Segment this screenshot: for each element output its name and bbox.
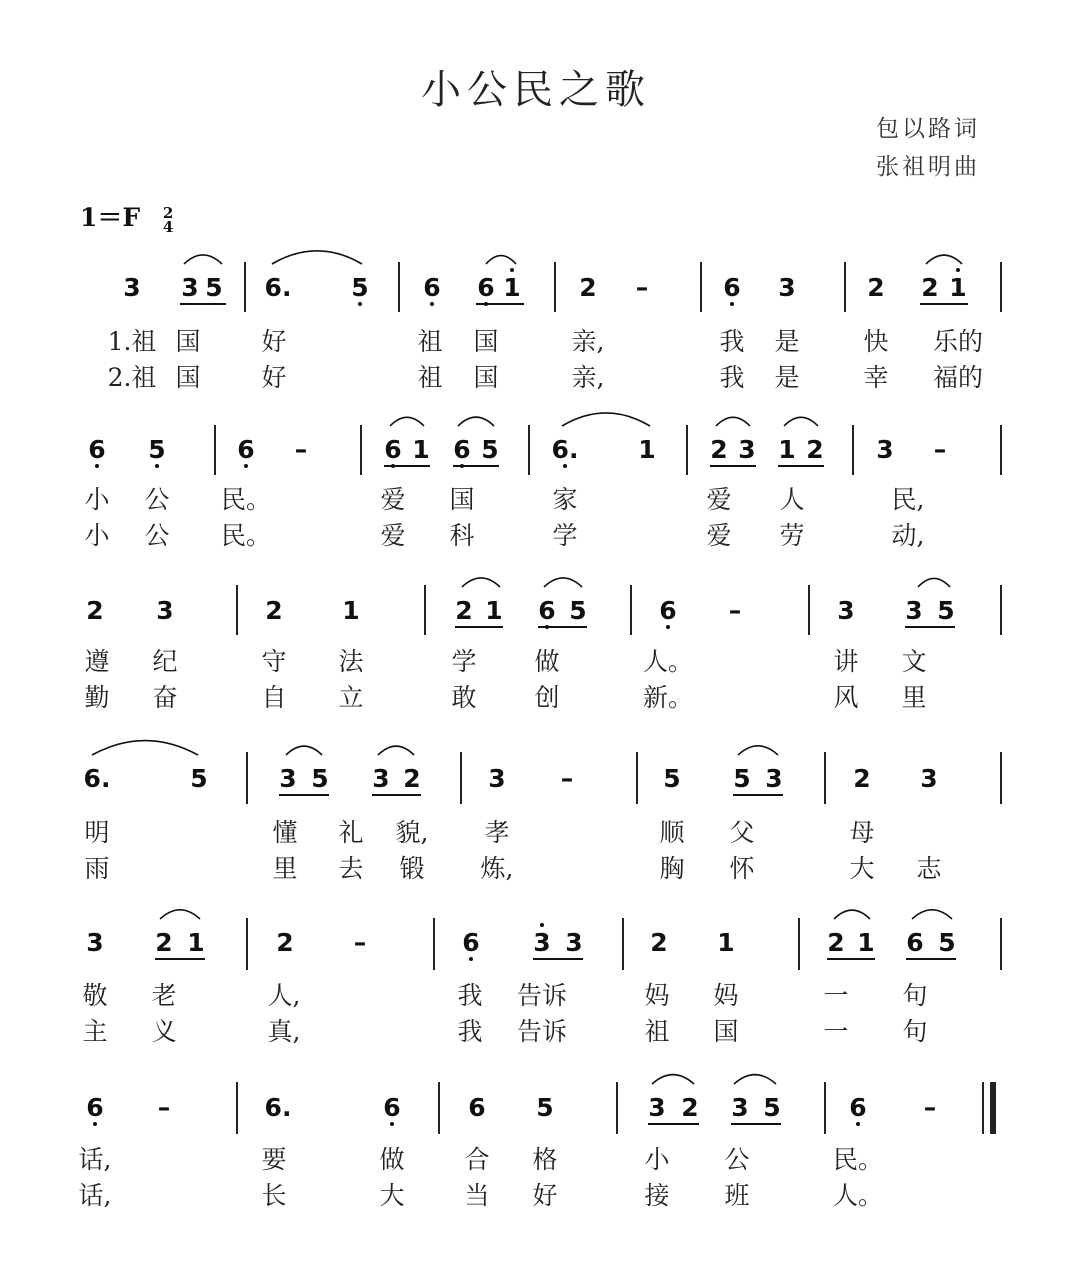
lyric-verse-1: 民, <box>891 485 925 514</box>
jianpu-note: – <box>353 928 367 957</box>
lyric-verse-2: 义 <box>151 1017 177 1046</box>
jianpu-note: 2 <box>827 928 845 957</box>
lyric-verse-2: 立 <box>338 683 364 712</box>
lyric-verse-2: 里 <box>901 683 927 712</box>
lyric-verse-2: 话, <box>78 1181 112 1210</box>
jianpu-note: 3 <box>876 435 894 464</box>
jianpu-note: 2 <box>155 928 173 957</box>
high-octave-dot <box>510 268 514 272</box>
key-signature <box>80 198 173 234</box>
lyric-verse-1: 人, <box>267 981 301 1010</box>
jianpu-note: 2 <box>265 596 283 625</box>
lyric-verse-1: 学 <box>451 647 477 676</box>
jianpu-note: 3 <box>765 764 783 793</box>
slur-arc <box>92 741 198 755</box>
lyric-verse-2: 2.祖 <box>107 363 157 392</box>
jianpu-note: 5 <box>938 928 956 957</box>
low-octave-dot <box>469 957 473 961</box>
jianpu-note: 2 <box>403 764 421 793</box>
slur-arc <box>286 746 322 755</box>
jianpu-note: – <box>157 1093 171 1122</box>
lyric-verse-1: 做 <box>379 1145 405 1174</box>
lyric-verse-2: 公 <box>144 521 170 550</box>
low-octave-dot <box>358 302 362 306</box>
jianpu-note: 6 <box>849 1093 867 1122</box>
lyric-verse-2: 炼, <box>480 854 514 883</box>
jianpu-note: 6 <box>88 435 106 464</box>
lyric-verse-1: 爱 <box>706 485 732 514</box>
barline <box>360 425 362 475</box>
low-octave-dot <box>93 1122 97 1126</box>
lyric-verse-1: 礼 <box>338 818 364 847</box>
barline <box>700 262 702 312</box>
low-octave-dot <box>545 625 549 629</box>
lyric-verse-2: 一 <box>823 1017 849 1046</box>
barline <box>808 585 810 635</box>
lyric-verse-1: 妈 <box>713 981 739 1010</box>
low-octave-dot <box>95 464 99 468</box>
lyric-verse-2: 怀 <box>729 854 755 883</box>
slur-arc <box>486 256 516 264</box>
jianpu-note: 3 <box>920 764 938 793</box>
lyric-verse-1: 孝 <box>484 818 510 847</box>
lyric-verse-1: 格 <box>532 1145 558 1174</box>
lyric-verse-1: 小 <box>644 1145 670 1174</box>
jianpu-note: 5 <box>205 273 223 302</box>
barline <box>1000 425 1002 475</box>
slur-arc <box>716 417 750 426</box>
low-octave-dot <box>391 464 395 468</box>
lyric-verse-2: 真, <box>267 1017 301 1046</box>
jianpu-note: 2 <box>867 273 885 302</box>
jianpu-note: 3 <box>648 1093 666 1122</box>
composer-credit: 张祖明曲 <box>876 154 980 180</box>
slur-arc <box>184 255 222 264</box>
barline <box>824 1082 826 1134</box>
lyric-verse-2: 当 <box>464 1181 490 1210</box>
jianpu-note: 3 <box>123 273 141 302</box>
lyric-verse-2: 祖 <box>644 1017 670 1046</box>
lyric-verse-1: 快 <box>863 327 889 356</box>
time-signature <box>162 203 174 236</box>
lyric-verse-1: 我 <box>719 327 745 356</box>
lyric-verse-2: 亲, <box>571 363 605 392</box>
jianpu-note: 1 <box>949 273 967 302</box>
lyric-verse-1: 纪 <box>152 647 178 676</box>
lyric-verse-1: 亲, <box>571 327 605 356</box>
low-octave-dot <box>666 625 670 629</box>
lyric-verse-2: 去 <box>338 854 364 883</box>
jianpu-note: 1 <box>485 596 503 625</box>
jianpu-note: 6 <box>383 1093 401 1122</box>
jianpu-note: 3 <box>565 928 583 957</box>
barline <box>460 752 462 804</box>
lyric-verse-2: 国 <box>713 1017 739 1046</box>
barline <box>798 918 800 970</box>
lyric-verse-2: 志 <box>916 854 942 883</box>
jianpu-note: 1 <box>187 928 205 957</box>
slur-arc <box>918 578 950 587</box>
low-octave-dot <box>460 464 464 468</box>
jianpu-note: 6 <box>86 1093 104 1122</box>
jianpu-note: 1 <box>638 435 656 464</box>
slur-arc <box>458 417 494 426</box>
lyric-verse-1: 民。 <box>832 1145 884 1174</box>
slur-arc <box>378 746 414 755</box>
slur-arc <box>272 251 362 264</box>
lyric-verse-2: 告诉 <box>516 1017 568 1046</box>
jianpu-note: 1 <box>503 273 521 302</box>
lyric-verse-2: 好 <box>261 363 287 392</box>
key-label: 1＝F <box>80 203 141 232</box>
lyric-verse-2: 我 <box>457 1017 483 1046</box>
lyric-verse-1: 民。 <box>220 485 272 514</box>
low-octave-dot <box>244 464 248 468</box>
slur-arc <box>544 578 582 587</box>
lyric-verse-2: 学 <box>552 521 578 550</box>
lyric-verse-1: 公 <box>724 1145 750 1174</box>
low-octave-dot <box>563 464 567 468</box>
slur-arc <box>390 417 424 426</box>
final-barline-thick <box>990 1082 996 1134</box>
low-octave-dot <box>390 1122 394 1126</box>
song-title: 小公民之歌 <box>421 67 651 113</box>
lyric-verse-2: 锻 <box>399 854 425 883</box>
lyric-verse-1: 爱 <box>380 485 406 514</box>
jianpu-note: 2 <box>681 1093 699 1122</box>
barline <box>528 425 530 475</box>
lyric-verse-2: 国 <box>175 363 201 392</box>
lyric-verse-1: 祖 <box>417 327 443 356</box>
lyric-verse-2: 国 <box>473 363 499 392</box>
jianpu-note: 3 <box>372 764 390 793</box>
jianpu-note: 6 <box>723 273 741 302</box>
lyric-verse-2: 接 <box>644 1181 670 1210</box>
lyric-verse-1: 敬 <box>82 981 108 1010</box>
lyric-verse-1: 讲 <box>833 647 859 676</box>
time-sig-numerator: 2 <box>162 203 174 222</box>
time-sig-denominator: 4 <box>162 217 174 236</box>
lyric-verse-1: 告诉 <box>516 981 568 1010</box>
lyric-verse-1: 国 <box>473 327 499 356</box>
jianpu-note: 3 <box>279 764 297 793</box>
slur-arc <box>784 417 818 426</box>
jianpu-note: 6 <box>384 435 402 464</box>
jianpu-note: – <box>560 764 574 793</box>
barline <box>236 585 238 635</box>
barline <box>636 752 638 804</box>
barline <box>424 585 426 635</box>
slur-arc <box>562 413 650 426</box>
lyric-verse-2: 奋 <box>152 683 178 712</box>
lyric-verse-1: 懂 <box>272 818 298 847</box>
barline <box>398 262 400 312</box>
lyric-verse-1: 老 <box>151 981 177 1010</box>
jianpu-note: 2 <box>710 435 728 464</box>
final-barline-thin <box>982 1082 984 1134</box>
jianpu-note: 3 <box>738 435 756 464</box>
lyric-verse-2: 幸 <box>863 363 889 392</box>
jianpu-note: 6 <box>237 435 255 464</box>
jianpu-note: 5 <box>733 764 751 793</box>
jianpu-note: 5 <box>190 764 208 793</box>
jianpu-note: 2 <box>86 596 104 625</box>
low-octave-dot <box>856 1122 860 1126</box>
jianpu-note: 6 <box>906 928 924 957</box>
lyric-verse-1: 家 <box>552 485 578 514</box>
lyric-verse-1: 小 <box>84 485 110 514</box>
jianpu-note: 2 <box>579 273 597 302</box>
low-octave-dot <box>484 302 488 306</box>
lyric-verse-2: 创 <box>534 683 560 712</box>
lyric-verse-2: 我 <box>719 363 745 392</box>
lyric-verse-2: 风 <box>833 683 859 712</box>
jianpu-note: 5 <box>148 435 166 464</box>
barline <box>1000 752 1002 804</box>
lyric-verse-2: 民。 <box>220 521 272 550</box>
lyric-verse-1: 文 <box>901 647 927 676</box>
slur-arc <box>926 255 962 264</box>
barline <box>246 752 248 804</box>
jianpu-note: 1 <box>717 928 735 957</box>
jianpu-note: – <box>933 435 947 464</box>
slur-arc <box>652 1075 694 1084</box>
lyric-verse-1: 好 <box>261 327 287 356</box>
barline <box>1000 585 1002 635</box>
slur-arc <box>912 910 952 919</box>
barline <box>622 918 624 970</box>
lyric-verse-2: 胸 <box>659 854 685 883</box>
jianpu-note: 5 <box>536 1093 554 1122</box>
jianpu-note: – <box>923 1093 937 1122</box>
lyric-verse-2: 自 <box>261 683 287 712</box>
lyric-verse-2: 福的 <box>932 363 984 392</box>
barline <box>438 1082 440 1134</box>
jianpu-note: 2 <box>806 435 824 464</box>
jianpu-note: 6. <box>551 435 579 464</box>
jianpu-note: 6. <box>83 764 111 793</box>
jianpu-note: 1 <box>342 596 360 625</box>
lyric-verse-1: 妈 <box>644 981 670 1010</box>
jianpu-note: 1 <box>857 928 875 957</box>
lyric-verse-2: 小 <box>84 521 110 550</box>
jianpu-note: 1 <box>778 435 796 464</box>
lyric-verse-1: 国 <box>449 485 475 514</box>
barline <box>686 425 688 475</box>
jianpu-note: 5 <box>351 273 369 302</box>
lyric-verse-1: 遵 <box>84 647 110 676</box>
lyric-verse-1: 明 <box>84 818 110 847</box>
lyric-verse-1: 1.祖 <box>107 327 157 356</box>
barline <box>214 425 216 475</box>
jianpu-note: 3 <box>837 596 855 625</box>
slur-arc <box>160 910 200 919</box>
jianpu-note: 6. <box>264 273 292 302</box>
lyric-verse-1: 貌, <box>395 818 429 847</box>
jianpu-note: 1 <box>412 435 430 464</box>
lyric-verse-1: 人 <box>779 485 805 514</box>
jianpu-note: 6 <box>453 435 471 464</box>
barline <box>824 752 826 804</box>
barline <box>852 425 854 475</box>
jianpu-note: 2 <box>650 928 668 957</box>
jianpu-note: 6 <box>538 596 556 625</box>
barline <box>616 1082 618 1134</box>
jianpu-note: 3 <box>778 273 796 302</box>
jianpu-note: 2 <box>455 596 473 625</box>
jianpu-note: 3 <box>488 764 506 793</box>
lyric-verse-2: 祖 <box>417 363 443 392</box>
jianpu-note: 2 <box>853 764 871 793</box>
lyric-verse-1: 母 <box>849 818 875 847</box>
lyric-verse-2: 科 <box>449 521 475 550</box>
high-octave-dot <box>956 268 960 272</box>
slur-arc <box>734 1075 776 1084</box>
jianpu-note: 5 <box>663 764 681 793</box>
lyric-verse-1: 国 <box>175 327 201 356</box>
jianpu-note: 5 <box>937 596 955 625</box>
jianpu-note: 6 <box>477 273 495 302</box>
jianpu-note: 3 <box>86 928 104 957</box>
jianpu-note: 3 <box>533 928 551 957</box>
jianpu-note: – <box>294 435 308 464</box>
jianpu-note: 2 <box>921 273 939 302</box>
lyric-verse-2: 新。 <box>642 683 694 712</box>
lyric-verse-2: 句 <box>902 1017 928 1046</box>
low-octave-dot <box>430 302 434 306</box>
slur-arc <box>738 746 778 755</box>
lyric-verse-1: 乐的 <box>932 327 984 356</box>
jianpu-note: 3 <box>156 596 174 625</box>
jianpu-note: 2 <box>276 928 294 957</box>
barline <box>433 918 435 970</box>
lyric-verse-2: 是 <box>774 363 800 392</box>
low-octave-dot <box>730 302 734 306</box>
jianpu-note: 3 <box>905 596 923 625</box>
lyric-verse-2: 雨 <box>84 854 110 883</box>
lyric-verse-2: 敢 <box>451 683 477 712</box>
jianpu-note: 6 <box>423 273 441 302</box>
lyric-verse-2: 勤 <box>84 683 110 712</box>
jianpu-note: 6 <box>462 928 480 957</box>
slur-arc <box>834 910 870 919</box>
lyric-verse-1: 法 <box>338 647 364 676</box>
slur-arc <box>462 578 500 587</box>
barline <box>1000 262 1002 312</box>
lyric-verse-1: 人。 <box>642 647 694 676</box>
lyric-verse-2: 好 <box>532 1181 558 1210</box>
lyric-verse-2: 动, <box>891 521 925 550</box>
barline <box>236 1082 238 1134</box>
barline <box>246 918 248 970</box>
lyric-verse-1: 我 <box>457 981 483 1010</box>
jianpu-note: 5 <box>481 435 499 464</box>
lyric-verse-2: 班 <box>724 1181 750 1210</box>
lyric-verse-1: 父 <box>729 818 755 847</box>
lyric-verse-2: 主 <box>82 1017 108 1046</box>
lyric-verse-1: 一 <box>823 981 849 1010</box>
barline <box>844 262 846 312</box>
barline <box>244 262 246 312</box>
jianpu-note: – <box>635 273 649 302</box>
lyric-verse-2: 长 <box>261 1181 287 1210</box>
lyric-verse-1: 顺 <box>659 818 685 847</box>
lyric-verse-1: 做 <box>534 647 560 676</box>
jianpu-note: 6 <box>659 596 677 625</box>
lyric-verse-2: 人。 <box>832 1181 884 1210</box>
barline <box>1000 918 1002 970</box>
barline <box>554 262 556 312</box>
low-octave-dot <box>155 464 159 468</box>
jianpu-note: 5 <box>763 1093 781 1122</box>
lyric-verse-2: 大 <box>849 854 875 883</box>
jianpu-note: 5 <box>569 596 587 625</box>
jianpu-note: 3 <box>731 1093 749 1122</box>
lyric-verse-1: 句 <box>902 981 928 1010</box>
lyric-verse-1: 守 <box>261 647 287 676</box>
barline <box>630 585 632 635</box>
lyric-verse-1: 公 <box>144 485 170 514</box>
lyric-verse-1: 是 <box>774 327 800 356</box>
lyricist-credit: 包以路词 <box>876 116 980 142</box>
lyric-verse-2: 劳 <box>779 521 805 550</box>
high-octave-dot <box>540 923 544 927</box>
lyric-verse-1: 要 <box>261 1145 287 1174</box>
lyric-verse-2: 大 <box>379 1181 405 1210</box>
lyric-verse-1: 合 <box>464 1145 490 1174</box>
lyric-verse-2: 爱 <box>380 521 406 550</box>
lyric-verse-2: 里 <box>272 854 298 883</box>
jianpu-note: – <box>728 596 742 625</box>
jianpu-note: 6. <box>264 1093 292 1122</box>
jianpu-note: 5 <box>311 764 329 793</box>
lyric-verse-2: 爱 <box>706 521 732 550</box>
jianpu-note: 6 <box>468 1093 486 1122</box>
jianpu-note: 3 <box>181 273 199 302</box>
lyric-verse-1: 话, <box>78 1145 112 1174</box>
